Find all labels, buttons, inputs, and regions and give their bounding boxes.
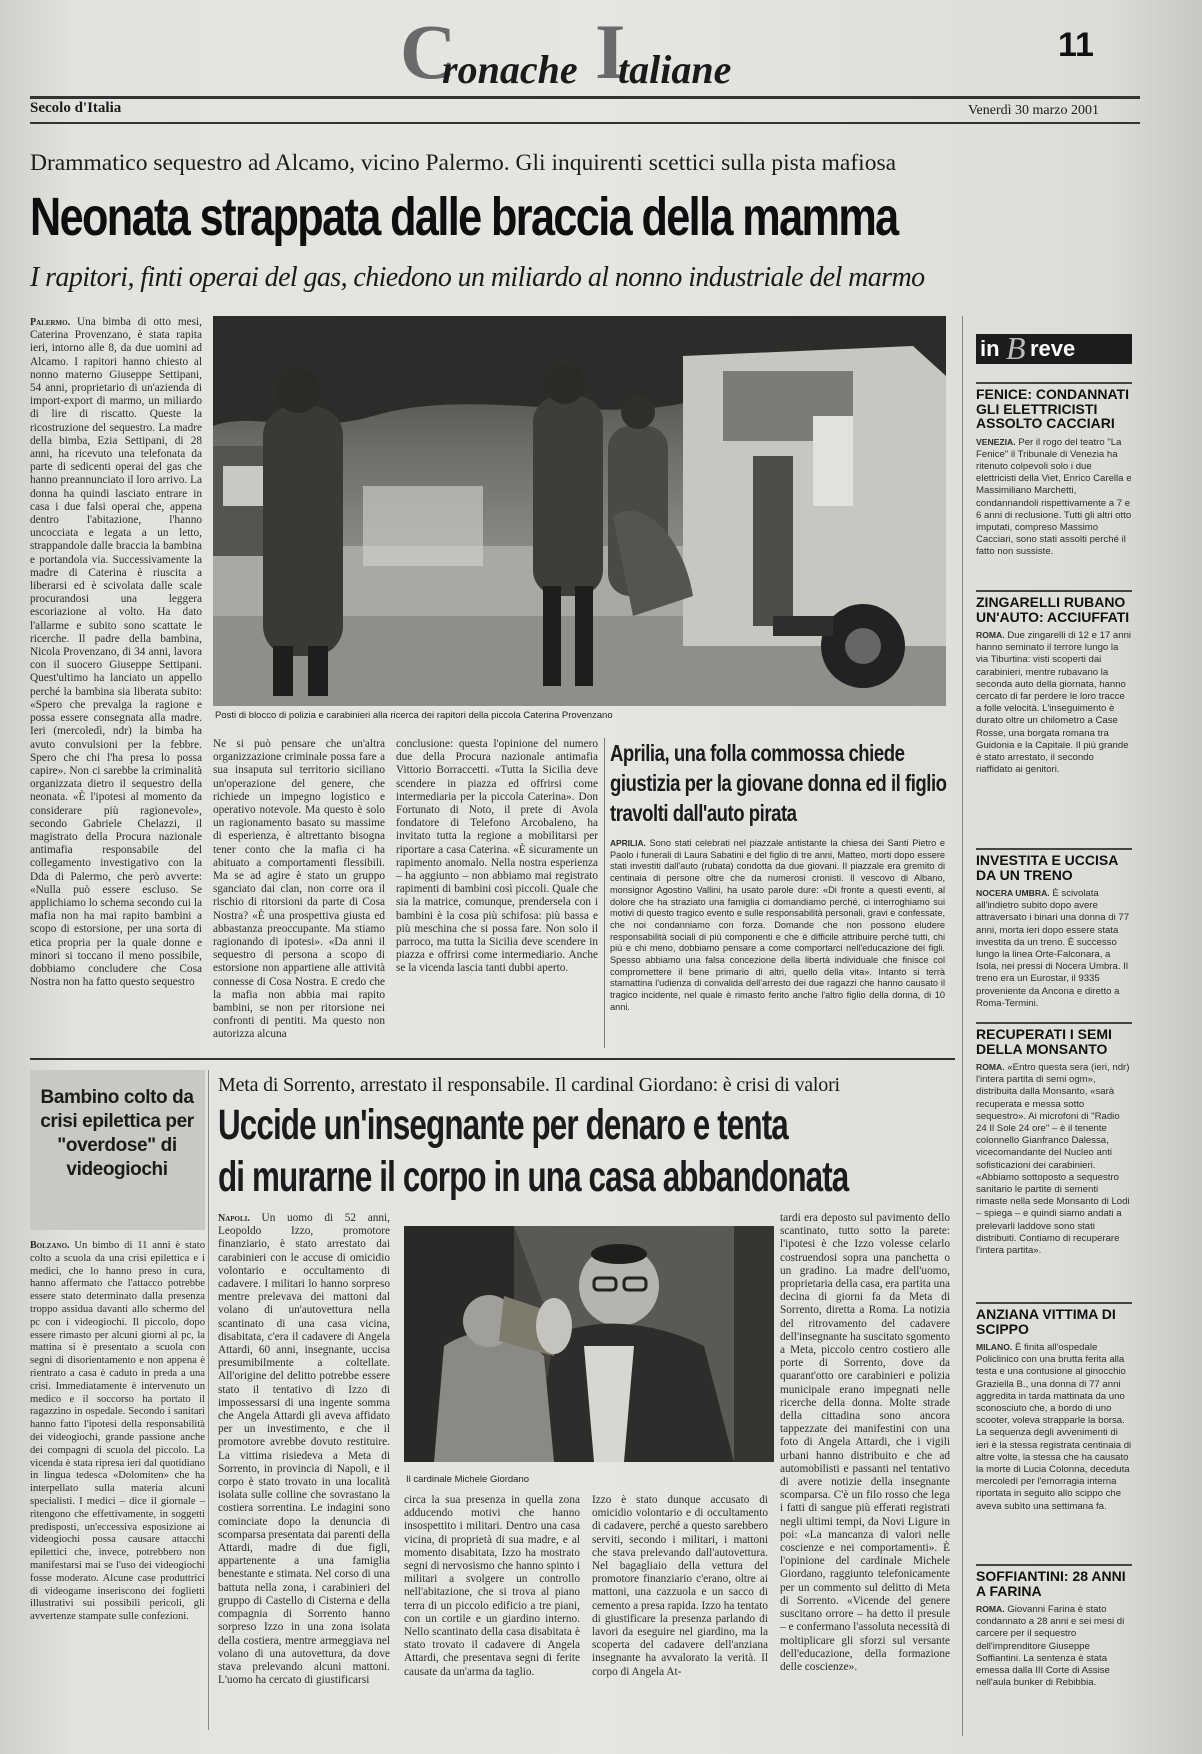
page-number: 11 (1058, 26, 1094, 64)
issue-date: Venerdì 30 marzo 2001 (968, 103, 1100, 118)
lead-kicker: Drammatico sequestro ad Alcamo, vicino Palermo. Gli inquirenti scettici sulla pista mafiosa (30, 150, 897, 176)
aprilia-text: Sono stati celebrati nel piazzale antistante la chiesa dei Santi Pietro e Paolo i funerali di Laura Sabatini e del figlio di tre anni, Matteo, morti dopo essere stati investiti dall'auto (rubata) condotta da due giovani. Il piazzale era gremito di centinaia di persone oltre che da numerosi cronisti. Il vescovo di Albano, monsignor Agostino Vallini, ha usato parole dure: «Di fronte a questi eventi, al dolore che ha straziato una famiglia ci domandiamo perché, ci interroghiamo sui motivi di questo tragico evento e sulle responsabilità personali, gravi e confessate, che noi condanniamo con forza. Domande che non possono eludere responsabilità sociali di più componenti e che è difficile attribuire perché tutti, chi più e chi meno, dobbiamo pensare a come comportarci nell'educazione dei figli. Spesso abbiamo una falsa concezione della libertà individuale che finisce col compromettere il bene primario di altri, quello della vita». Intanto si terrà stamattina l'udienza di convalida dell'arresto dei due ragazzi che hanno causato il tragico incidente, nel quale è rimasto ferito anche l'altro figlio della donna, di 10 anni. (610, 838, 945, 1012)
lead-dateline: Palermo. (30, 317, 71, 328)
lead-photo-caption: Posti di blocco di polizia e carabinieri alla ricerca dei rapitori della piccola Caterina Provenzano (215, 710, 613, 721)
brief-3-text: È scivolata all'indietro subito dopo avere attraversato i binari una donna di 77 anni, morta ieri dopo essere stata investita da un treno. È successo lungo la linea Orte-Falconara, a Isola, nei pressi di Nocera Umbra. Il treno era un Eurostar, il 9335 proveniente da Ancona e diretto a Roma-Termini. (976, 888, 1130, 1009)
masthead-big-i: I (595, 8, 626, 95)
sorrento-headline-line2: di murarne il corpo in una casa abbandonata (218, 1153, 849, 1201)
brief-1-title: FENICE: CONDANNATI GLI ELETTRICISTI ASSOLTO CACCIARI (976, 382, 1132, 431)
sorrento-column-2 (780, 1212, 950, 1736)
masthead-word-cronache: ronache (442, 47, 578, 92)
brief-5-body (976, 1341, 1132, 1537)
brief-3-lead: NOCERA UMBRA. (976, 888, 1050, 898)
brief-item-1 (976, 382, 1132, 559)
brief-6-body (976, 1603, 1132, 1717)
brief-2-body (976, 629, 1132, 815)
brief-2-lead: ROMA. (976, 630, 1005, 640)
in-breve-label (976, 330, 1132, 366)
aprilia-body (610, 838, 945, 1048)
lead-subhead: I rapitori, finti operai del gas, chiedono un miliardo al nonno industriale del marmo (30, 262, 925, 293)
masthead-rule-bottom (30, 122, 1140, 124)
lead-column-1 (30, 316, 202, 1048)
sorrento-col1-text: Un uomo di 52 anni, Leopoldo Izzo, promotore finanziario, è stato arrestato dai carabinieri con le accuse di omicidio volontario e occultamento di cadavere. I militari lo hanno sorpreso mentre prelevava dei mattoni dal volano di un'autovettura nella scantinato di una casa vicina, disabitata, c'era il cadavere di Angela Attardi, 60 anni, insegnante, uccisa presumibilmente a coltellate. All'origine del delitto potrebbe essere stato il tentativo di Izzo di impossessarsi di una ingente somma che Angela Attardi gli aveva affidato per un investimento, e che il promotore avrebbe dovuto restituire. La vittima risiedeva a Meta di Sorrento, in provincia di Napoli, e il corpo è stato trovato in una località isolata sulle colline che sovrastano la costiera sorrentina. Le indagini sono cominciate dopo la denuncia di scomparsa presentata dai parenti della Attardi, madre di due figli, appartenente a una famiglia benestante e stimata. Nel corso di una battuta nella zona, i carabinieri del gruppo di Castello di Cisterna e della compagnia di Sorrento hanno sorpreso Izzo in una zona isolata della costiera, mentre armeggiava nel volano di una autovettura, da dove stava prelevando alcuni mattoni. L'uomo ha cercato di giustificarsi (218, 1212, 390, 1687)
sidebar-divider (962, 316, 963, 1736)
police-roadblock-photo (213, 316, 946, 706)
sorrento-column-1 (218, 1212, 390, 1736)
brief-2-text: Due zingarelli di 12 e 17 anni hanno seminato il terrore lungo la via Tiburtina: visti scoperti dai carabinieri, mentre rubavano la seconda auto della giornata, hanno cercato di far perdere le loro tracce a folle velocità. L'inseguimento è durato oltre un chilometro a Case Rosse, una borgata romana tra Guidonia e la Capitale. Il più grande è stato arrestato, il secondo riaffidato ai genitori. (976, 630, 1132, 776)
lead-col3-text: conclusione: questa l'opinione del numero due della Procura nazionale antimafia Vittorio Borraccetti. «Tutta la Sicilia deve scendere in piazza ed offrirsi come intermediaria per la piccola Caterina». Don Fortunato di Noto, il prete di Avola fondatore di Telefono Arcobaleno, ha invitato tutta la regione a mobilitarsi per riportare a casa Caterina. «È sicuramente un rapimento anomalo. Nella nostra esperienza – ha aggiunto – non abbiamo mai registrato rapimenti di bambini così piccoli. Quale che sia la matrice, comunque, prendersela con i bambini è la cosa più schifosa: più bassa e più meschina che si possa fare. Non solo il parroco, ma tutta la Sicilia deve scendere in piazza e offrirsi come intermediario. Anche se la vicenda lascia tanti dubbi aperto. (396, 738, 598, 975)
masthead-word-italiane: taliane (618, 47, 732, 92)
brief-4-lead: ROMA. (976, 1062, 1005, 1072)
brief-item-6 (976, 1564, 1132, 1717)
sorrento-column-4 (592, 1494, 768, 1736)
aprilia-dateline: APRILIA. (610, 838, 646, 848)
in-breve-in: in (980, 336, 1000, 361)
lead-column-2 (213, 738, 385, 1048)
masthead-big-c: C (400, 8, 457, 95)
aprilia-divider (604, 738, 605, 1048)
lead-headline: Neonata strappata dalle braccia della mamma (30, 187, 898, 247)
sorrento-headline-line1: Uccide un'insegnante per denaro e tenta (218, 1101, 788, 1149)
section-masthead (400, 8, 780, 95)
brief-3-title: INVESTITA E UCCISA DA UN TRENO (976, 848, 1132, 882)
brief-6-lead: ROMA. (976, 1604, 1005, 1614)
sorrento-kicker: Meta di Sorrento, arrestato il responsabile. Il cardinal Giordano: è crisi di valori (218, 1074, 840, 1096)
in-breve-rest: reve (1030, 336, 1076, 361)
police-roadblock-illustration (213, 316, 946, 706)
brief-6-text: Giovanni Farina è stato condannato a 28 anni e sei mesi di carcere per il sequestro dell'imprenditore Giuseppe Soffiantini. La sentenza è stata emessa dalla III Corte di Assise nell'aula bunker di Rebibbia. (976, 1604, 1125, 1689)
brief-4-text: «Entro questa sera (ieri, ndr) l'intera partita di semi ogm», distribuita dalla Monsanto, «sarà recuperata e messa sotto sequestro». Ai microfoni di "Radio 24 Il Sole 24 ore" – è il tenente colonnello Gianfranco Dalessa, vicecomandante del Nucleo anti sofisticazioni dei carabinieri. «Abbiamo sottoposto a sequestro sanitario le partite di sementi rimaste nella sede Monsanto di Lodi – spiega – e quindi siamo andati a prelevarli laddove sono stati distribuiti. Contiamo di recuperare l'intera partita». (976, 1062, 1130, 1257)
brief-4-title: RECUPERATI I SEMI DELLA MONSANTO (976, 1022, 1132, 1056)
brief-5-lead: MILANO. (976, 1342, 1013, 1352)
brief-5-title: ANZIANA VITTIMA DI SCIPPO (976, 1302, 1132, 1336)
sorrento-col2-text: tardi era deposto sul pavimento dello scantinato, tutto sotto la parete: l'ipotesi è che Izzo volesse celarlo costruendosi sopra una panchetta o un gradino. La madre dell'uomo, proprietaria della casa, era partita una decina di giorni fa da Meta di Sorrento, diretta a Roma. La notizia del ritrovamento del cadavere dell'insegnante ha suscitato sgomento a Meta, piccolo centro costiero alle porte di Sorrento, dove da quarant'otto ore carabinieri e polizia municipale erano impegnati nelle ricerche della donna. Molte strade della cittadina sono ancora tappezzate dei manifestini con una foto di Angela Attardi, che i vigili urbani hanno distribuito e che ad automobilisti e passanti nel tentativo di avere notizie della insegnante scomparsa. C'è un filo rosso che lega i fatti di sangue più efferati registrati negli ultimi tempi, da Novi Ligure in poi: «La mancanza di valori nelle coscienze e nei comportamenti». È l'opinione del cardinale Michele Giordano, raggiunto telefonicamente per un commento sul delitto di Meta di Sorrento. «Vicende del genere suscitano orrore – ha detto il presule – e confermano l'assoluta necessità di moltiplicare gli sforzi sul versante dell'educazione, della formazione delle coscienze». (780, 1212, 950, 1673)
brief-2-title: ZINGARELLI RUBANO UN'AUTO: ACCIUFFATI (976, 590, 1132, 624)
bambino-text: Un bimbo di 11 anni è stato colto a scuola da una crisi epilettica e i medici, che lo hanno preso in cura, hanno affermato che l'attacco potrebbe essere stato determinato dalla presenza troppo assidua davanti allo schermo del pc con i videogiochi. Il piccolo, dopo essere rimasto per alcuni giorni al pc, la mattina si è presentato a scuola con segni di disorientamento e non appena è rientrato a casa è caduto in preda a una crisi. Immediatamente è intervenuto un medico e il soccorso ha portato il ragazzino in ospedale. Secondo i sanitari hanno fatto l'ipotesi della responsabilità dei videogiochi, grande passione anche dei compagni di scuola del piccolo. La vicenda è stata ripresa ieri dal quotidiano in lingua tedesca «Dolomiten» che ha interpellato sulla materia alcuni specialisti. I medici – dice il giornale – ritengono che effettivamente, in soggetti predisposti, un'eccessiva esposizione ai videogiochi possa causare attacchi epilettici che, invece, potrebbero non manifestarsi mai se l'uso dei videogiochi fosse moderato. Alcune case produttrici di videogame inseriscono dei foglietti illustrativi sui possibili pericoli, gli avvertenze stampate sulle confezioni. (30, 1240, 205, 1623)
brief-6-title: SOFFIANTINI: 28 ANNI A FARINA (976, 1564, 1132, 1598)
brief-item-3 (976, 848, 1132, 1023)
bambino-divider (208, 1070, 209, 1730)
masthead-rule-top (30, 96, 1140, 99)
sorrento-col4-text: Izzo è stato dunque accusato di omicidio volontario e di occultamento di cadavere, perché a questo sarebbero serviti, secondo i militari, i mattoni che stava prelevando dall'autovettura. Nel bagagliaio della vettura del promotore finanziario c'erano, oltre ai mattoni, una cazzuola e un sacco di cemento a presa rapida. Izzo ha tentato di giustificare la presenza parlando di lavori da eseguire nel giardino, ma la scoperta del cadavere dell'anziana insegnante ha avvalorato la verità. Il corpo di Angela At- (592, 1494, 768, 1678)
bambino-body (30, 1240, 205, 1734)
brief-1-body (976, 436, 1132, 559)
in-breve-b: B (1006, 330, 1026, 366)
cardinal-photo (404, 1226, 774, 1462)
lead-col2-text: Ne si può pensare che un'altra organizzazione criminale possa fare a sua insaputa sul territorio siciliano un'operazione del genere, che richiede un impegno logistico e operativo notevole. Ma questo è solo un ragionamento basato su massime di esperienza, è altrettanto bisogna tener conto che la mafia ci ha abituato a comportamenti flessibili. Ma se ad agire è stato un gruppo sganciato dai clan, non corre ora il rischio di ritorsioni da parte di Cosa Nostra? «È una prospettiva giusta ed abbastanza preoccupante. Ma stiamo ragionando di ipotesi». «Da anni il sequestro di persona a scopo di estorsione non appartiene alle attività connesse di Cosa Nostra. E credo che la mafia non abbia mai rapito bambini, se non per ritorsione nei confronti di pentiti. Ma questo non autorizza alcuna (213, 738, 385, 1041)
lead-col1-text: Una bimba di otto mesi, Caterina Provenzano, è stata rapita ieri, intorno alle 8, da due uomini ad Alcamo. I rapitori hanno chiesto al nonno materno Giuseppe Settipani, 54 anni, proprietario di un'azienda di import-export di marmo, un miliardo di lire di riscatto. Queste la ricostruzione del sequestro. La madre della bimba, Ezia Settipani, di 28 anni, ha ricevuto una telefonata da parte di sedicenti operai del gas che hanno preannunciato il loro arrivo. La donna ha quindi lasciato entrare in casa i due falsi operai che, appena dentro l'abitazione, l'hanno uncocciata e legata a un letto, strappandole dalle braccia la bambina e portandola via. Successivamente la madre di Caterina è riuscita a liberarsi ed è scivolata dalle scale procurandosi una leggera escoriazione al volto. Ha dato l'allarme e subito sono scattate le ricerche. Il padre della bambina, Nicola Provenzano, di 34 anni, lavora con il suocero Giuseppe Settipani. Quest'ultimo ha lanciato un appello perché la bambina sia liberata subito: «Spero che prevalga la ragione e possa essere consegnata alla madre. Ieri (mercoledì, ndr) la bimba ha avuto convulsioni per la febbre. Spero che chi l'ha presa lo possa capire». Non ci sarebbe la criminalità organizzata dietro il sequestro della neonata. «È l'ipotesi al momento da considerare più ragionevole», secondo Gabriele Chelazzi, il magistrato della Procura nazionale antimafia responsabile del collegamento investigativo con la Dda di Palermo, che però avverte: «Nulla può essere escluso. Se applichiamo lo schema secondo cui la mafia non ha mai rapito bambini a scopo di estorsione, per una sorta di etica propria per la quale donne e minori si toccano il meno possibile, dobbiamo concludere che Cosa Nostra non ha fatto questo sequestro (30, 316, 202, 989)
aprilia-headline: Aprilia, una folla commossa chiede giustizia per la giovane donna ed il figlio travolti dall'auto pirata (610, 740, 947, 826)
sorrento-dateline: Napoli. (218, 1213, 250, 1224)
brief-1-lead: VENEZIA. (976, 436, 1016, 447)
lead-column-3 (396, 738, 598, 1048)
bambino-headline: Bambino colto da crisi epilettica per "overdose" di videogiochi (40, 1087, 194, 1180)
aprilia-headline-wrap (610, 738, 960, 832)
cardinal-photo-caption: Il cardinale Michele Giordano (406, 1474, 530, 1485)
brief-item-2 (976, 590, 1132, 815)
brief-5-text: È finita all'ospedale Policlinico con una brutta ferita alla testa e una contusione al ginocchio Graziella B., una donna di 77 anni aggredita in tarda mattinata da uno sconosciuto che, a bordo di uno scooter, voleva strapparle la borsa. La sequenza degli avvenimenti di ieri è la stessa registrata centinaia di altre volte, la stessa che ha causato la morte di Lucia Colonna, deceduta mercoledì per l'emorragia interna riportata in seguito allo scippo che aveva subìto una settimana fa. (976, 1342, 1132, 1512)
sorrento-col3-text: circa la sua presenza in quella zona adducendo motivi che hanno insospettito i militari. Dentro una casa vicina, di proprietà di sua madre, e al momento disabitata, Izzo ha mostrato segni di nervosismo che hanno spinto i militari a svolgere un controllo nell'abitazione, che si trova al piano terra di un piccolo edificio a tre piani, con un cortile e un giardino interno. Nello scantinato della casa disabitata è stato trovato il cadavere di Angela Attardi, che presentava segni di ferite causate da un'arma da taglio. (404, 1494, 580, 1678)
bambino-dateline: Bolzano. (30, 1240, 70, 1251)
mid-page-rule (30, 1058, 955, 1060)
brief-4-body (976, 1061, 1132, 1283)
newspaper-name: Secolo d'Italia (30, 100, 122, 116)
brief-item-4 (976, 1022, 1132, 1283)
brief-1-text: Per il rogo del teatro "La Fenice" il Tribunale di Venezia ha ritenuto colpevoli solo i due elettricisti della Viet, Enrico Carella e Massimiliano Marchetti, condannandoli rispettivamente a 7 e 6 anni di reclusione. Tutti gli altri otto imputati, compreso Massimo Cacciari, sono stati assolti perché il fatto non sussiste. (976, 436, 1132, 558)
brief-item-5 (976, 1302, 1132, 1537)
cardinal-illustration (404, 1226, 774, 1462)
sorrento-column-3 (404, 1494, 580, 1736)
brief-3-body (976, 887, 1132, 1023)
